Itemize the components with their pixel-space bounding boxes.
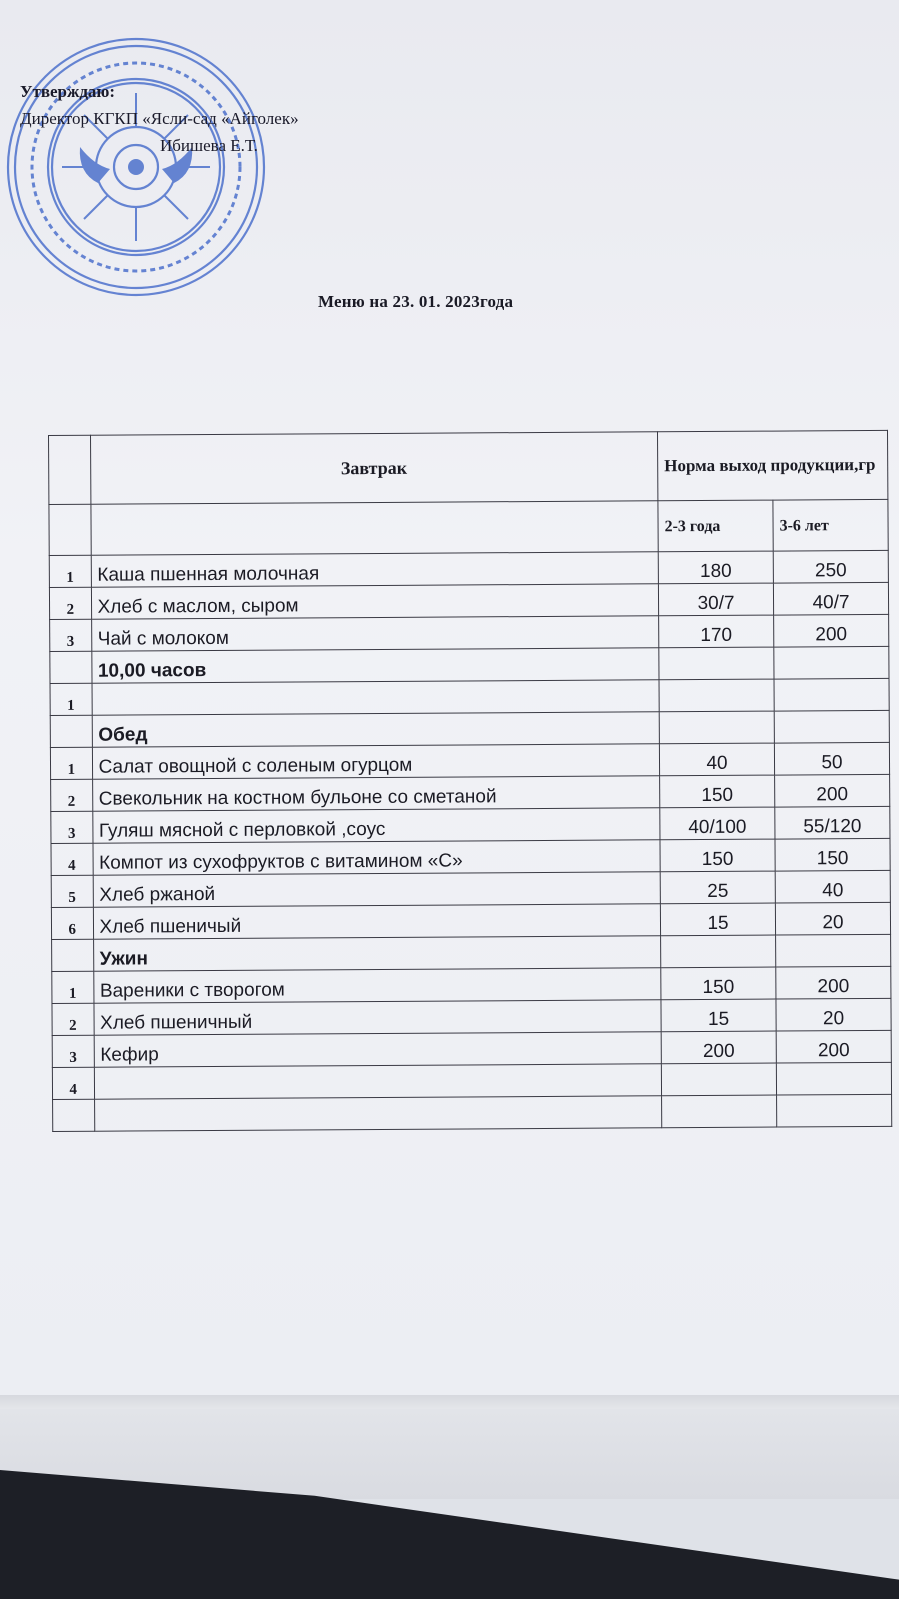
table-row [52, 998, 891, 1035]
portion-3-6: 200 [776, 966, 891, 999]
dish-name: Гуляш мясной с перловкой ,соус [92, 808, 660, 843]
table-row [51, 838, 890, 875]
row-number: 1 [50, 683, 92, 715]
menu-table [48, 430, 892, 1132]
dish-name [94, 1096, 662, 1131]
dish-name: Хлеб ржаной [93, 872, 661, 907]
row-number: 2 [49, 587, 91, 619]
age-row [49, 499, 888, 555]
portion-3-6: 200 [775, 774, 890, 807]
row-number [50, 715, 92, 747]
portion-2-3: 150 [661, 967, 776, 1000]
portion-2-3 [659, 679, 774, 712]
table-row [49, 582, 888, 619]
portion-3-6: 55/120 [775, 806, 890, 839]
portion-2-3: 15 [661, 999, 776, 1032]
table-row [50, 742, 889, 779]
row-number: 1 [49, 555, 91, 587]
portion-3-6 [776, 1062, 891, 1095]
dish-name: Свекольник на костном бульоне со сметаной [92, 776, 660, 811]
dish-name: Хлеб с маслом, сыром [91, 584, 659, 619]
header-meal: Завтрак [90, 432, 658, 504]
page-title: Меню на 23. 01. 2023года [318, 292, 514, 311]
table-row [51, 870, 890, 907]
header-norm: Норма выход продукции,гр [657, 430, 887, 500]
portion-2-3: 200 [661, 1031, 776, 1064]
row-number: 2 [52, 1003, 94, 1035]
age-col-3-6: 3-6 лет [773, 499, 888, 551]
portion-2-3: 170 [659, 615, 774, 648]
row-number: 3 [50, 619, 92, 651]
row-number: 3 [51, 811, 93, 843]
portion-2-3: 150 [660, 839, 775, 872]
section-row [50, 646, 889, 683]
portion-3-6: 40 [775, 870, 890, 903]
portion-3-6: 40/7 [773, 582, 888, 615]
portion-2-3 [659, 711, 774, 744]
age-num-cell [49, 504, 91, 555]
paper-edge [0, 1395, 899, 1409]
portion-3-6 [774, 710, 889, 743]
portion-2-3: 30/7 [658, 583, 773, 616]
section-title: Ужин [93, 936, 661, 971]
dish-name [94, 1064, 662, 1099]
section-title: 10,00 часов [91, 648, 659, 683]
header-row [49, 430, 888, 504]
age-col-2-3: 2-3 года [658, 500, 773, 552]
dish-name: Каша пшенная молочная [91, 552, 659, 587]
portion-3-6 [774, 646, 889, 679]
dish-name: Чай с молоком [91, 616, 659, 651]
section-title: Обед [92, 712, 660, 747]
row-number: 3 [52, 1035, 94, 1067]
portion-3-6: 20 [776, 998, 891, 1031]
portion-2-3 [661, 935, 776, 968]
row-number [52, 939, 94, 971]
dish-name: Кефир [94, 1032, 662, 1067]
row-number: 6 [51, 907, 93, 939]
portion-2-3 [659, 647, 774, 680]
portion-3-6: 50 [774, 742, 889, 775]
dish-name: Хлеб пшеничый [93, 904, 661, 939]
portion-3-6 [774, 678, 889, 711]
table-row [50, 678, 889, 715]
dish-name [92, 680, 660, 715]
row-number: 5 [51, 875, 93, 907]
approval-position: Директор КГКП «Ясли-сад «Айголек» [20, 109, 299, 128]
row-number: 1 [50, 747, 92, 779]
portion-3-6 [777, 1094, 892, 1127]
table-row [50, 614, 889, 651]
portion-2-3: 15 [660, 903, 775, 936]
table-row [51, 774, 890, 811]
header-num-cell [49, 435, 91, 504]
table-row [52, 966, 891, 1003]
row-number: 2 [51, 779, 93, 811]
row-number [53, 1099, 95, 1131]
age-name-cell [90, 501, 658, 555]
table-row [51, 806, 890, 843]
portion-2-3 [661, 1063, 776, 1096]
portion-2-3: 150 [660, 775, 775, 808]
section-row [50, 710, 889, 747]
section-row [52, 934, 891, 971]
table-row [49, 550, 888, 587]
official-seal-icon [2, 33, 270, 301]
portion-2-3: 40 [659, 743, 774, 776]
approval-signatory: Ибишева Е.Т. [160, 136, 258, 155]
table-row [52, 1030, 891, 1067]
dish-name: Компот из сухофруктов с витамином «С» [93, 840, 661, 875]
portion-3-6: 200 [776, 1030, 891, 1063]
portion-3-6: 150 [775, 838, 890, 871]
approval-block [20, 78, 299, 159]
portion-2-3: 40/100 [660, 807, 775, 840]
row-number: 1 [52, 971, 94, 1003]
portion-3-6 [776, 934, 891, 967]
row-number [50, 651, 92, 683]
table-row [52, 1062, 891, 1099]
portion-2-3: 25 [660, 871, 775, 904]
portion-3-6: 250 [773, 550, 888, 583]
dish-name: Вареники с творогом [93, 968, 661, 1003]
approval-heading: Утверждаю: [20, 82, 116, 101]
row-number: 4 [52, 1067, 94, 1099]
portion-2-3: 180 [658, 551, 773, 584]
row-number: 4 [51, 843, 93, 875]
dish-name: Хлеб пшеничный [93, 1000, 661, 1035]
portion-3-6: 200 [774, 614, 889, 647]
table-row [53, 1094, 892, 1131]
portion-3-6: 20 [775, 902, 890, 935]
dish-name: Салат овощной с соленым огурцом [92, 744, 660, 779]
portion-2-3 [662, 1095, 777, 1128]
table-row [51, 902, 890, 939]
